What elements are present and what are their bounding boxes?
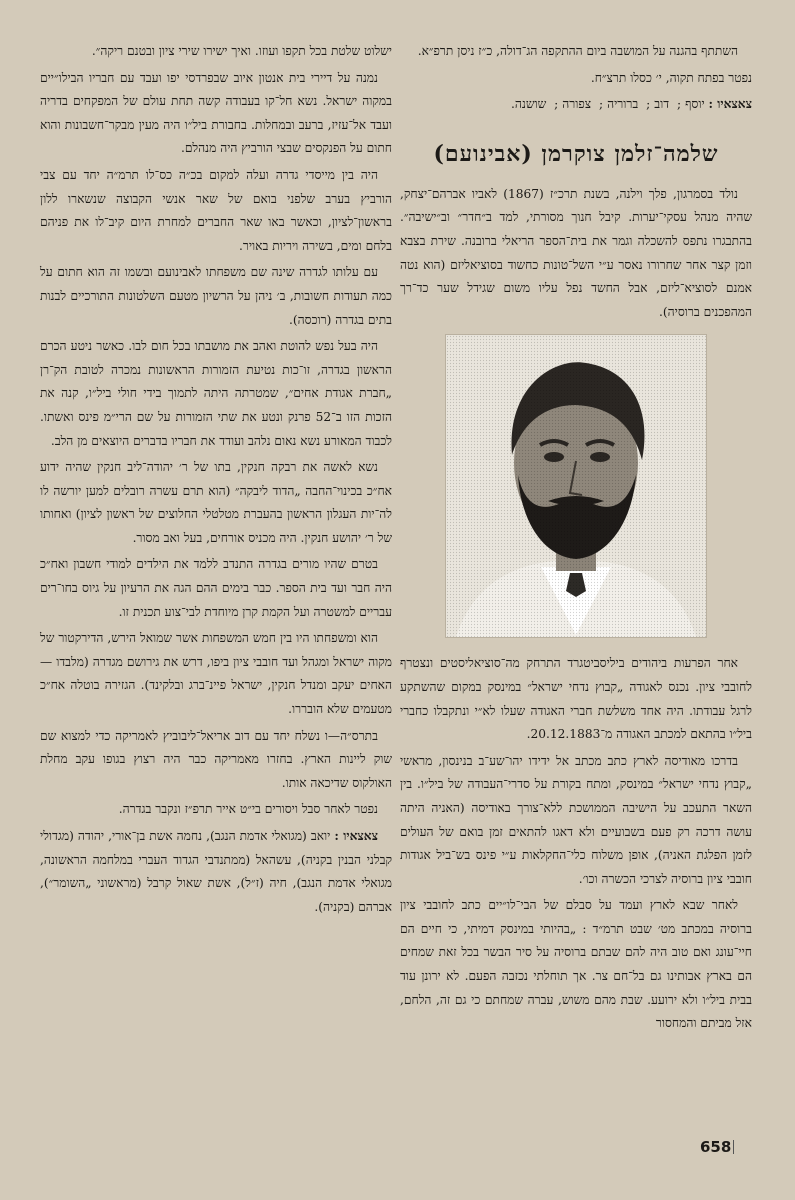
margin-mark: [733, 1140, 738, 1154]
intro-paragraph-1: השתתף בהגנה על המושבה ביום ההתקפה הג־דולה, כ״ז ניסן תרפ״א.: [417, 44, 738, 58]
bio-paragraph-3: בדרכו מאודיסה לארץ כתב מכתב אל ידידו יהו־שע־ב בנינסון, מראשי „קבוץ נדחי ישראל״ במינסק, ומתח בקורת על סדרי־העבודה של ביל״ו. בין השאר התעכב על הישיבה הממושכת ללא־צורך באודיסה (האניה היתה עושה דרכה רק פעם בשבועיים ולא דאגו להתאים זמן בואם של העולים לזמן הפלגת האניה), אופן משלוח כלי־החקלאות ע״י פינס בש־ביל אגודות חובבי ציון ברוסיה לצרכי הכשרה וכו׳.: [400, 753, 752, 886]
child-name: צפורה: [562, 97, 592, 112]
children-label: צאצאיו :: [708, 97, 752, 112]
child-name: ברוריה: [607, 97, 639, 112]
page-number: 658: [700, 1138, 732, 1156]
children-label: צאצאיו :: [334, 829, 379, 843]
right-column: [400, 40, 752, 1039]
death-note: נפטר בפתח תקוה, י׳ כסלו תרצ״ח.: [590, 70, 752, 85]
children-list: [40, 825, 392, 919]
entry-title: שלמה־זלמן צוקרמן (אבינועם): [433, 140, 719, 167]
portrait-illustration: [446, 335, 706, 637]
bio-paragraph-continued: ישלוט שלטת בכל תקפו ועוזו. ואיך ישירו שירי ציון ובטנם ריקה״.: [91, 44, 392, 58]
bio-paragraph: בטרם שהיו מורים בגדרה התנדב ללמד את הילדים למודי חשבון ואח״כ היה חבר ועד בית הספר. כבר בימים ההם הגה את הרעיון על גיוס בחו־רים עבריים למשטרה ועל הקמת קרן מיוחדת לבי־צוע תכנית זו.: [40, 557, 392, 619]
children-text: יואב (מגואלי אדמת הנגב), נחמה אשת בן־אורי, יהודה (מגדולי קבלני הבנין בקניה), עשהאל (ממתנדבי הגדוד העברי במלחמה הראשונה, מגואלי אדמת הנגב), חיה (ז״ל), אשת שאול קרבל (מראשוני „השומר״), אברהם (בקניה).: [40, 829, 392, 914]
bio-paragraph-1: נולד בסמרגון, פלך וילנה, בשנת תרכ״ז (1867) לאביו אברהם־יצחק, שהיה מנהל עסקי־יערות. קיבל חנוך מסורתי, למד ב״חדר״ וב״ישיבה״. בהתבגרו נתפס להשכלה וגמר את בית־הספר הריאלי ברובנה. שירת בצבא וזמן קצר אחר שחרורו נאסר ע״י השל־טונות כחשוד בסוציאליזם (הוא נטה אמנם לסוציא־ליזם, אבל החשד נפל עליו משום שגידל שער כד־רך המהפכנים ברוסיה).: [400, 186, 752, 319]
bio-paragraph: היה בין מייסדי גדרה ועלה למקום בכ״ה כס־לו תרמ״ה יחד עם צבי הורביץ בערב שלפני בואם של שאר אנשי הקבוצה שנשארו ללון בראשון־לציון, וכאשר באו שאר החברים למחרת היום קיב־לו את פניהם בלחם ומים, בשירה ויריות באויר.: [40, 167, 392, 253]
left-column: [40, 40, 392, 922]
bio-paragraph: עם עלותו לגדרה שינה שם משפחתו לאבינועם ובשמו זה הוא חתום על כמה תעודות חשובות, ב׳ ניהן על הרשיון מטעם השלטונות התורכיים לבנות בתים בגדרה (רוכסה).: [40, 265, 392, 327]
child-name: דוב: [654, 97, 670, 112]
child-name: יוסף: [685, 97, 705, 112]
bio-paragraph: בתרס״ה—ו נשלח יחד עם דוב אריאל־ליבוביץ לאמריקה כדי למצוא שם שוק ליינות הארץ. בחזרו מאמריקה כבר היה רצוץ בגופו עקב מחלת האולקוס שדיכאה אותו.: [40, 728, 392, 790]
bio-paragraph: היה בעל נפש להוטת ואהב את מושבתו בכל חום לבו. כאשר ניטע הכרם הראשון בגדרה, זו־כות נטיעת הזמורות הראשונות נמכרה לטובת הק־רן „חברת אגודת אחים״, שמטרתה היתה לתמוך בידי חולי ביל״ו, קנה את הזכות הזו ב־52 פרנק ונטע את שתי הזמורות על שם הרי״מ פינס ואשתו. לכבוד המאורע נשא נאום נלהב ועודד את חבריו בדברים היוצאים מן הלב.: [40, 339, 392, 448]
portrait-photo: [445, 334, 707, 638]
bio-paragraph: נמנה על דיירי בית אנטון איוב שבפרדסי יפו ועבד עם חבריו הבילו״יים במקוה ישראל. נשא חל־קו בעבודה קשה תחת עולם של המפקחים בדריה ועבד אל־עזיז, ברעב ובמחלות. בחבורת ביל״ו היה מעין מבקר־חשבונות והוא חתום על הפנקסים שבצי הורביץ היה מנהלם.: [40, 70, 392, 156]
bio-paragraph-4: לאחר שבא לארץ ועמד על סבלם של הבי־לו״יים כתב לחובבי ציון ברוסיה במכתב מט׳ שבט תרמ״ד : „בהיותי במינסק דמיתי, כי חיים הם חיי־עונג ואם טוב היה להם שבתם ברוסיה על סיר הבשר בכל זאת שמחים הם בארץ אבותינו גם בל־חם צר. אך תוחלתי נכזבה הפעם. לא ירונן עוד בבית ביל״ו ולא ירועע. שבת מהם משוש, עברה שמחתם כי גם זה, הלחם, אזל מביתם והמחסור: [400, 898, 752, 1031]
bio-paragraph-2: אחר הפרעות ביהודים ביליסביטגרד התרחק מה־סוציאליסטים ונצטרף לחובבי ציון. נכנס לאגודה „קבוץ נדחי ישראל״ במינסק במקום שהשתקע לרגל עבודתו. היה אחד משלשת חברי האגודה שעלו לא״י ונתקבלו כחברי ביל״ו בהתאם למכתב האגודה מ־20.12.1883.: [400, 656, 752, 742]
bio-paragraph: הוא ומשפחתו היו בין חמש המשפחות אשר שמואל הירש, הדירקטור של מקוה ישראל ומגהל ועד חובבי ציון ביפו, דרש את גירושם מגדרה (מלבדו — האחים יעקב ומנדל חנקין, ישראל פיינ־ברג ובלקינד). הגזירה בוטלה אח״כ מטעמים שלא הובררו.: [40, 631, 392, 717]
death-note: נפטר לאחר סבל ויסורים בי״ט אייר תרפ״ז ונקבר בגדרה.: [118, 802, 378, 817]
child-name: שושנה.: [510, 97, 547, 112]
bio-paragraph: נשא לאשה את רבקה חנקין, בתו של ר׳ יהודה־ליב חנקין שהיה ידוע אח״כ בכינוי־החבה „הדוד ליבקה״ (הוא תרם עשרה רובלים למען יורשה לו לה־יות העגלון הראשון בהעברת מטלטלי החלוצים של ראשון לציון) ואחותו של ר׳ יהושע חנקין. היה מכניס אורחים, בעל ואב מסור.: [40, 460, 392, 545]
children-list: צאצאיו : יוסף; דוב; ברוריה; צפורה; שושנה.: [510, 97, 752, 112]
